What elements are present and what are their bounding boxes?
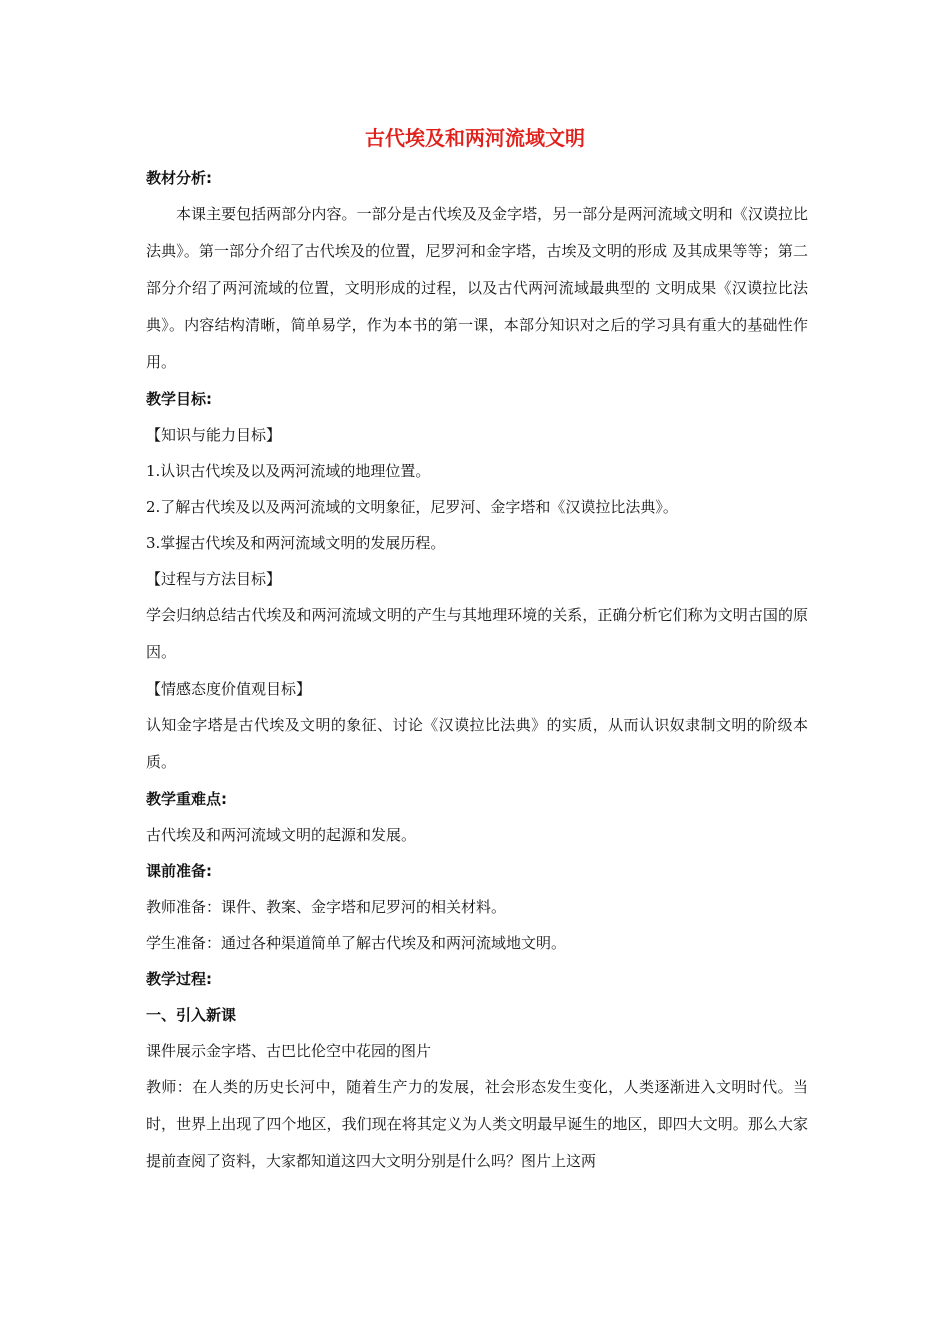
knowledge-item: 2.了解古代埃及以及两河流域的文明象征，尼罗河、金字塔和《汉谟拉比法典》。 [146, 498, 678, 516]
keypoints-text: 古代埃及和两河流域文明的起源和发展。 [146, 826, 417, 844]
student-preparation: 学生准备：通过各种渠道简单了解古代埃及和两河流域地文明。 [146, 934, 567, 952]
preparation-heading: 课前准备: [146, 862, 212, 880]
analysis-heading: 教材分析: [146, 169, 212, 187]
process-goals-paragraph: 学会归纳总结古代埃及和两河流域文明的产生与其地理环境的关系，正确分析它们称为文明古国的原因。 [146, 606, 808, 661]
document-body [146, 160, 808, 1180]
keypoints-heading: 教学重难点: [146, 790, 227, 808]
intro-heading: 一、引入新课 [146, 1006, 237, 1024]
emotion-goals-paragraph: 认知金字塔是古代埃及文明的象征、讨论《汉谟拉比法典》的实质，从而认识奴隶制文明的阶级本质。 [146, 716, 808, 771]
goals-heading: 教学目标: [146, 390, 212, 408]
document-title: 古代埃及和两河流域文明 [365, 126, 585, 150]
intro-show-text: 课件展示金字塔、古巴比伦空中花园的图片 [146, 1042, 432, 1060]
teacher-preparation: 教师准备：课件、教案、金字塔和尼罗河的相关材料。 [146, 898, 507, 916]
emotion-goals-heading: 【情感态度价值观目标】 [146, 680, 312, 698]
intro-teacher-paragraph: 教师：在人类的历史长河中，随着生产力的发展，社会形态发生变化，人类逐渐进入文明时代。当时，世界上出现了四个地区，我们现在将其定义为人类文明最早诞生的地区，即四大文明。那么大家提前查阅了资料，大家都知道这四大文明分别是什么吗？图片上这两 [146, 1078, 808, 1170]
knowledge-goals-heading: 【知识与能力目标】 [146, 426, 282, 444]
process-goals-heading: 【过程与方法目标】 [146, 570, 282, 588]
analysis-paragraph: 本课主要包括两部分内容。一部分是古代埃及及金字塔，另一部分是两河流域文明和《汉谟拉比法典》。第一部分介绍了古代埃及的位置，尼罗河和金字塔，古埃及文明的形成 及其成果等等；第二部分介绍了两河流域的位置，文明形成的过程，以及古代两河流域最典型的 文明成果《汉谟拉比法典》。内容结构清晰，简单易学，作为本书的第一课，本部分知识对之后的学习具有重大的基础性作用。 [146, 205, 808, 371]
knowledge-item: 1.认识古代埃及以及两河流域的地理位置。 [146, 462, 431, 480]
teaching-process-heading: 教学过程: [146, 970, 212, 988]
knowledge-item: 3.掌握古代埃及和两河流域文明的发展历程。 [146, 534, 446, 552]
